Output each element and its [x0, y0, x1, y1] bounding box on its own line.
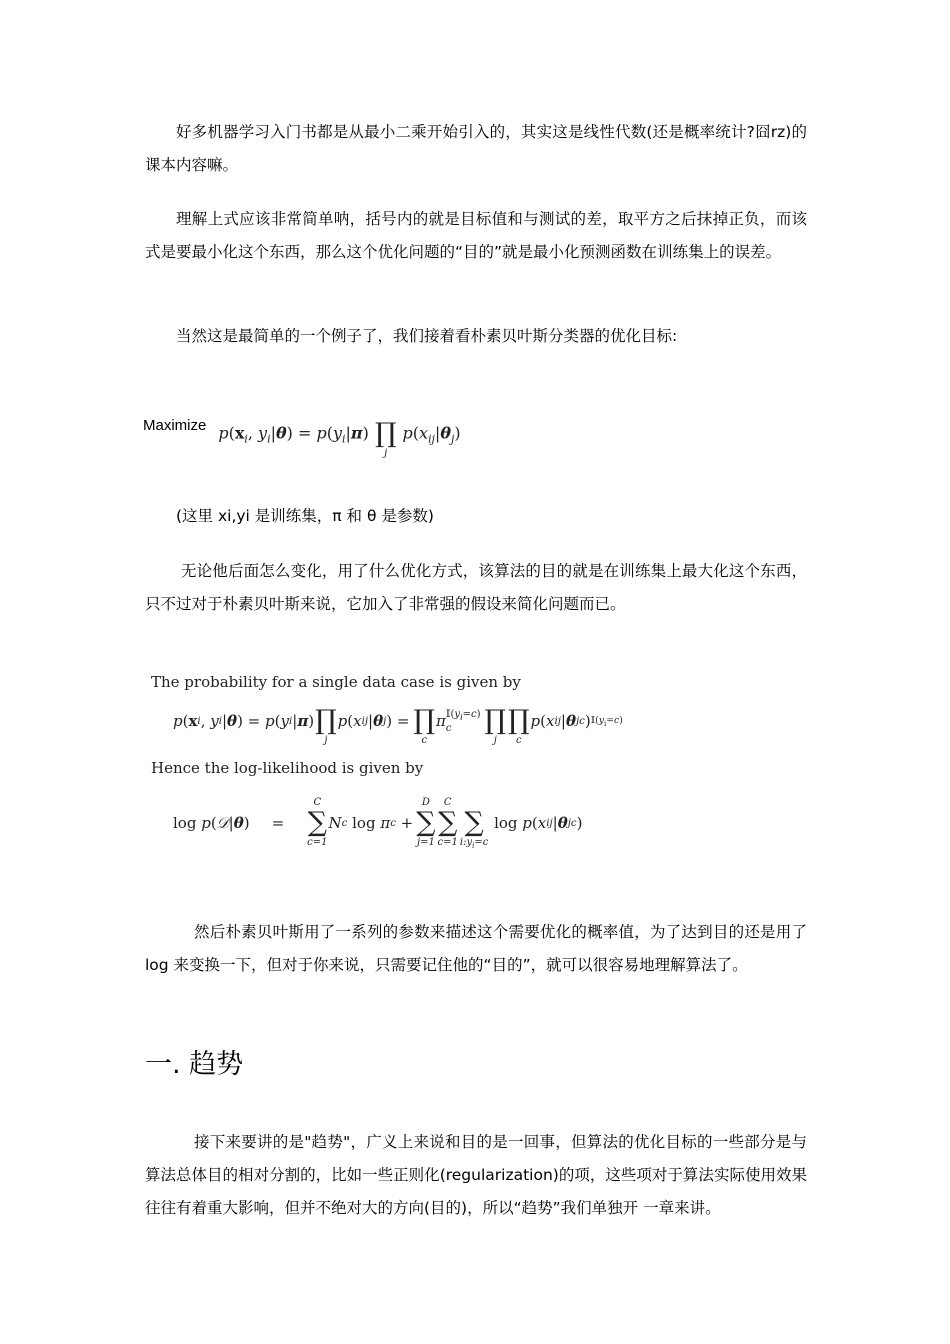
- formula-probability: p ( x i , y i | θ ) = p ( y i | π ) ∏ j p ( x ij | θ j ) = ∏ c π $𝕀(y_i=c)$ c ∏ j ∏ c p ( x ij | θ jc ) $𝕀(y_i=c)$: [173, 705, 623, 746]
- formula-block-likelihood: [151, 672, 751, 858]
- formula-log-likelihood: log p(𝒟|θ) = C ∑ c=1 N c log π c + D ∑ j=1 C ∑ c=1 ∑ $i:y_i=c$ log p ( x ij | θ jc ): [173, 797, 583, 850]
- paragraph-log-transform: 然后朴素贝叶斯用了一系列的参数来描述这个需要优化的概率值，为了达到目的还是用了 log 来变换一下，但对于你来说，只需要记住他的“目的”，就可以很容易地理解算法了。: [145, 923, 807, 974]
- formula-expression: $p(x_i$, $y_i|\theta) = p(y_i|\pi)$ ∏ j $p(x_{ij}|\theta_j)$: [218, 418, 461, 459]
- formula-text-log-likelihood: Hence the log-likelihood is given by: [151, 759, 424, 777]
- section-heading: 一. 趋势: [145, 1049, 244, 1080]
- paragraph-intro: 好多机器学习入门书都是从最小二乘开始引入的，其实这是线性代数(还是概率统计?囧rz)的课本内容嘛。: [145, 123, 807, 174]
- paragraph-trend: 接下来要讲的是"趋势"，广义上来说和目的是一回事，但算法的优化目标的一些部分是与算法总体目的相对分割的，比如一些正则化(regularization)的项，这些项对于算法实际使用效果往往有着重大影响，但并不绝对大的方向(目的)，所以“趋势”我们单独开 一章来讲。: [145, 1133, 807, 1217]
- paragraph-note: (这里 xi,yi 是训练集，π 和 θ 是参数): [176, 507, 434, 525]
- paragraph-naive-bayes-intro: 当然这是最简单的一个例子了，我们接着看朴素贝叶斯分类器的优化目标:: [176, 327, 678, 345]
- paragraph-optimization-goal: 无论他后面怎么变化，用了什么优化方式，该算法的目的就是在训练集上最大化这个东西，只不过对于朴素贝叶斯来说，它加入了非常强的假设来简化问题而已。: [145, 562, 807, 613]
- formula-text-probability: The probability for a single data case is given by: [151, 673, 521, 691]
- paragraph-least-squares: 理解上式应该非常简单呐，括号内的就是目标值和与测试的差，取平方之后抹掉正负，而该式是要最小化这个东西，那么这个优化问题的“目的”就是最小化预测函数在训练集上的误差。: [145, 210, 807, 261]
- formula-label: Maximize: [143, 417, 207, 434]
- formula-maximize: [143, 408, 461, 458]
